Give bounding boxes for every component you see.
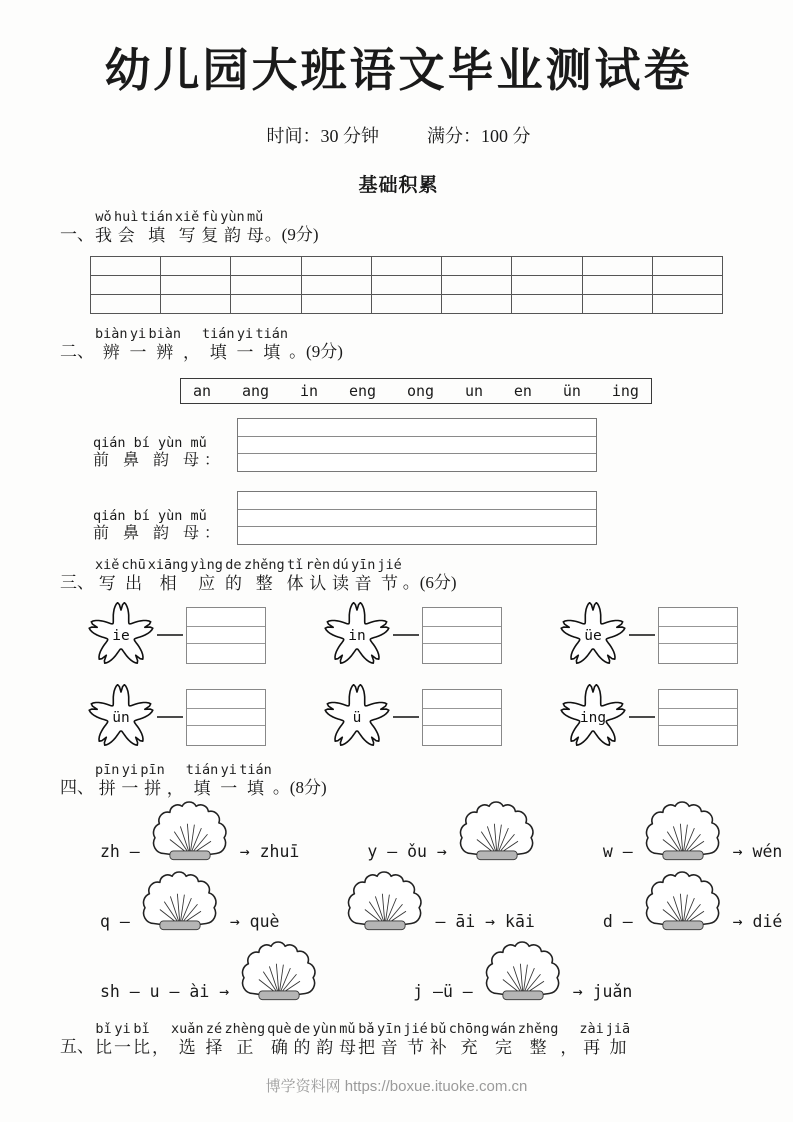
pinyin-hanzi-pair bbox=[430, 1022, 447, 1058]
hanzi-char: ， bbox=[560, 1038, 578, 1057]
pinyin-left-text: q — bbox=[100, 912, 130, 931]
pinyin-right-text: → juǎn bbox=[572, 982, 633, 1001]
pinyin-right-text: → què bbox=[229, 912, 280, 931]
table-row bbox=[91, 276, 723, 295]
table-row bbox=[91, 295, 723, 314]
answer-cell bbox=[371, 276, 441, 295]
pinyin-syllable bbox=[171, 763, 179, 778]
pinyin-syllable: pīn bbox=[140, 762, 165, 778]
time-label: 时间：30 分钟 bbox=[266, 126, 379, 146]
pinyin-syllable: xuǎn bbox=[171, 1021, 204, 1037]
pinyin-hanzi-pair bbox=[449, 1022, 490, 1058]
nasal-group-2 bbox=[93, 491, 737, 545]
nasal-group-2-label bbox=[93, 509, 237, 544]
connector-dash bbox=[157, 634, 183, 636]
hanzi-char: ， bbox=[152, 1038, 169, 1057]
question-1-header bbox=[60, 210, 737, 246]
hanzi-char: 加 bbox=[609, 1038, 627, 1057]
answer-cell bbox=[582, 257, 652, 276]
hanzi-char: 确 bbox=[270, 1038, 288, 1057]
pinyin-syllable: biàn bbox=[148, 326, 182, 342]
hanzi-char: 母 bbox=[246, 226, 264, 245]
flower-label: ing bbox=[579, 709, 607, 726]
pinyin-syllable: jié bbox=[403, 1021, 428, 1037]
pinyin-syllable: jiā bbox=[605, 1021, 631, 1037]
pinyin-hanzi-pair bbox=[140, 763, 164, 799]
pinyin-syllable: pīn bbox=[95, 762, 120, 778]
nasal-label-pinyin: qián bí yùn mǔ bbox=[93, 508, 207, 524]
hanzi-char: 会 bbox=[117, 226, 135, 245]
answer-cell bbox=[652, 295, 722, 314]
flower-label: üe bbox=[584, 627, 602, 644]
hanzi-char: 音 bbox=[354, 574, 372, 593]
shell-exercise-rows bbox=[60, 801, 783, 1009]
shell-row bbox=[94, 801, 783, 869]
pinyin-writing-grid bbox=[237, 418, 597, 472]
pinyin-syllable: xiě bbox=[95, 557, 120, 573]
shell-icon bbox=[639, 801, 727, 869]
hanzi-char: 节 bbox=[381, 574, 399, 593]
pinyin-hanzi-pair bbox=[377, 1022, 401, 1058]
pinyin-hanzi-pair bbox=[237, 327, 254, 363]
question-number: 二、 bbox=[60, 342, 94, 361]
answer-cell bbox=[652, 276, 722, 295]
hanzi-char: 我 bbox=[95, 226, 112, 245]
answer-lines-box bbox=[658, 607, 738, 664]
flower-item bbox=[88, 602, 266, 668]
answer-cell bbox=[301, 295, 371, 314]
nasal-label-text: 前 鼻 韵 母： bbox=[93, 525, 226, 542]
pinyin-syllable: yi bbox=[114, 1021, 131, 1037]
shell-icon bbox=[341, 871, 429, 939]
pinyin-hanzi-pair bbox=[244, 558, 285, 594]
footer-watermark: 博学资料网 https://boxue.ituoke.com.cn bbox=[265, 1078, 528, 1095]
answer-grid-table bbox=[90, 256, 723, 314]
pinyin-left-text: zh — bbox=[100, 842, 140, 861]
answer-cell bbox=[91, 276, 161, 295]
table-row bbox=[91, 257, 723, 276]
pinyin-syllable: yi bbox=[236, 326, 254, 342]
vowel-option: un bbox=[464, 382, 483, 400]
shell-blend-item bbox=[597, 801, 788, 869]
hanzi-char: 写 bbox=[98, 574, 116, 593]
hanzi-char: 辨 bbox=[102, 343, 120, 362]
answer-cell bbox=[442, 257, 512, 276]
pinyin-left-text: sh — u — ài → bbox=[100, 982, 230, 1001]
pinyin-hanzi-pair bbox=[121, 763, 138, 799]
hanzi-char: 填 bbox=[148, 226, 166, 245]
pinyin-syllable: de bbox=[293, 1021, 311, 1037]
pinyin-syllable bbox=[156, 1022, 164, 1037]
hanzi-char: 出 bbox=[125, 574, 143, 593]
connector-dash bbox=[157, 716, 183, 718]
shell-blend-item bbox=[597, 871, 788, 939]
hanzi-char: 认 bbox=[309, 574, 327, 593]
question-2-header bbox=[60, 327, 737, 363]
pinyin-left-text: w — bbox=[602, 842, 633, 861]
pinyin-syllable: zài bbox=[579, 1021, 604, 1037]
pinyin-hanzi-pair bbox=[95, 1022, 112, 1058]
answer-cell bbox=[442, 276, 512, 295]
flower-label: ün bbox=[112, 709, 130, 726]
hanzi-char: 一 bbox=[236, 343, 254, 362]
shell-blend-item bbox=[94, 941, 323, 1009]
pinyin-hanzi-pair bbox=[247, 210, 264, 246]
pinyin-syllable: yùn bbox=[312, 1021, 337, 1037]
vowel-option: ing bbox=[611, 382, 639, 400]
shell-row bbox=[94, 871, 783, 939]
pinyin-hanzi-pair bbox=[579, 1022, 603, 1058]
shell-icon bbox=[453, 801, 541, 869]
pinyin-hanzi-pair bbox=[220, 763, 237, 799]
question-number: 四、 bbox=[60, 778, 94, 797]
hanzi-char: 择 bbox=[205, 1038, 223, 1057]
flower-icon bbox=[324, 684, 390, 750]
hanzi-char: 读 bbox=[331, 574, 349, 593]
pinyin-syllable: zhèng bbox=[224, 1021, 266, 1037]
answer-cell bbox=[301, 276, 371, 295]
pinyin-syllable: wǒ bbox=[95, 209, 112, 225]
flower-item bbox=[560, 684, 738, 750]
pinyin-syllable: zé bbox=[205, 1021, 223, 1037]
pinyin-hanzi-pair bbox=[313, 1022, 337, 1058]
question-number: 三、 bbox=[60, 573, 94, 592]
answer-cell bbox=[161, 276, 231, 295]
flower-icon bbox=[560, 684, 626, 750]
hanzi-char: 填 bbox=[263, 343, 281, 362]
pinyin-hanzi-pair bbox=[287, 558, 304, 594]
answer-cell bbox=[512, 257, 582, 276]
pinyin-right-text: — āi → kāi bbox=[435, 912, 535, 931]
answer-cell bbox=[371, 257, 441, 276]
page-title: 幼儿园大班语文毕业测试卷 bbox=[104, 45, 693, 96]
pinyin-left-text: d — bbox=[602, 912, 633, 931]
shell-blend-item bbox=[361, 801, 540, 869]
nasal-group-1 bbox=[93, 418, 737, 472]
answer-cell bbox=[442, 295, 512, 314]
hanzi-char: 母 bbox=[338, 1038, 356, 1057]
hanzi-char: 选 bbox=[178, 1038, 196, 1057]
pinyin-syllable: rèn bbox=[305, 557, 330, 573]
pinyin-hanzi-pair bbox=[114, 210, 138, 246]
pinyin-hanzi-pair bbox=[171, 1022, 204, 1058]
pinyin-syllable: tián bbox=[202, 326, 235, 342]
flower-icon bbox=[324, 602, 390, 668]
hanzi-char: ， bbox=[183, 343, 201, 362]
flower-item bbox=[324, 684, 502, 750]
pinyin-hanzi-pair bbox=[149, 327, 182, 363]
vowel-option: ong bbox=[406, 382, 435, 400]
pinyin-hanzi-pair bbox=[95, 327, 128, 363]
pinyin-syllable: mǔ bbox=[339, 1021, 356, 1037]
answer-lines-box bbox=[658, 689, 738, 746]
flower-item bbox=[324, 602, 502, 668]
pinyin-hanzi-pair bbox=[220, 210, 244, 246]
connector-dash bbox=[629, 716, 655, 718]
pinyin-syllable: bǐ bbox=[95, 1021, 112, 1037]
pinyin-syllable: tǐ bbox=[286, 557, 304, 573]
answer-cell bbox=[582, 276, 652, 295]
hanzi-char: ， bbox=[166, 779, 184, 798]
vowel-option: ün bbox=[562, 382, 581, 400]
pinyin-syllable bbox=[187, 327, 195, 342]
answer-cell bbox=[91, 257, 161, 276]
nasal-label-pinyin: qián bí yùn mǔ bbox=[93, 435, 207, 451]
pinyin-hanzi-pair bbox=[332, 558, 349, 594]
pinyin-hanzi-pair bbox=[114, 1022, 131, 1058]
pinyin-syllable: jié bbox=[377, 557, 402, 573]
pinyin-right-text: → zhuī bbox=[239, 842, 300, 861]
hanzi-char: 一 bbox=[220, 779, 238, 798]
hanzi-char: 补 bbox=[429, 1038, 447, 1057]
pinyin-syllable: yi bbox=[121, 762, 139, 778]
question-4-header bbox=[60, 763, 737, 799]
answer-lines-box bbox=[422, 607, 502, 664]
pinyin-syllable: huì bbox=[114, 209, 139, 225]
pinyin-syllable: mǔ bbox=[247, 209, 264, 225]
flower-item bbox=[560, 602, 738, 668]
pinyin-syllable: tián bbox=[185, 762, 219, 778]
nasal-label-text: 前 鼻 韵 母： bbox=[93, 452, 226, 469]
shell-blend-item bbox=[94, 801, 305, 869]
pinyin-hanzi-pair bbox=[225, 1022, 266, 1058]
flower-label: ü bbox=[352, 709, 362, 726]
score-label: 满分：100 分 bbox=[427, 126, 531, 146]
pinyin-syllable: tián bbox=[140, 209, 173, 225]
pinyin-hanzi-pair bbox=[403, 1022, 427, 1058]
pinyin-hanzi-pair bbox=[239, 763, 272, 799]
pinyin-hanzi-pair bbox=[358, 1022, 375, 1058]
shell-blend-item bbox=[407, 941, 638, 1009]
hanzi-char: 比 bbox=[133, 1038, 150, 1057]
pinyin-syllable: yi bbox=[129, 326, 147, 342]
pinyin-syllable: tián bbox=[255, 326, 289, 342]
pinyin-left-text: j —ü — bbox=[413, 982, 473, 1001]
flower-row bbox=[88, 602, 738, 668]
shell-icon bbox=[235, 941, 323, 1009]
pinyin-syllable: yìng bbox=[190, 557, 223, 573]
answer-cell bbox=[231, 276, 301, 295]
connector-dash bbox=[629, 634, 655, 636]
answer-cell bbox=[231, 257, 301, 276]
hanzi-char: 充 bbox=[460, 1038, 478, 1057]
section-title: 基础积累 bbox=[358, 175, 439, 196]
pinyin-hanzi-pair bbox=[306, 558, 330, 594]
vowel-options-box bbox=[180, 378, 652, 404]
hanzi-char: 拼 bbox=[98, 779, 116, 798]
pinyin-syllable: xiě bbox=[174, 209, 200, 225]
vowel-option: an bbox=[193, 382, 212, 400]
answer-lines-box bbox=[186, 689, 266, 746]
pinyin-syllable: bǐ bbox=[133, 1021, 150, 1037]
pinyin-right-text: → wén bbox=[732, 842, 783, 861]
pinyin-hanzi-pair bbox=[267, 1022, 291, 1058]
shell-blend-item bbox=[341, 871, 540, 939]
hanzi-char: 一 bbox=[121, 779, 139, 798]
pinyin-hanzi-pair bbox=[186, 763, 219, 799]
pinyin-hanzi-pair bbox=[201, 210, 218, 246]
pinyin-syllable: dú bbox=[332, 557, 349, 573]
pinyin-hanzi-pair bbox=[95, 210, 112, 246]
pinyin-syllable: yīn bbox=[376, 1021, 402, 1037]
pinyin-syllable: bǎ bbox=[358, 1021, 375, 1037]
answer-cell bbox=[512, 295, 582, 314]
hanzi-char: 一 bbox=[129, 343, 147, 362]
pinyin-left-text: y — ǒu → bbox=[367, 842, 447, 861]
hanzi-char: 辨 bbox=[156, 343, 174, 362]
pinyin-hanzi-pair bbox=[560, 1022, 577, 1058]
hanzi-char: 的 bbox=[293, 1038, 311, 1057]
hanzi-char: 应 bbox=[198, 574, 216, 593]
pinyin-hanzi-pair bbox=[339, 1022, 356, 1058]
hanzi-char: 相 bbox=[159, 574, 177, 593]
pinyin-hanzi-pair bbox=[121, 558, 145, 594]
shell-row bbox=[94, 941, 737, 1009]
question-number: 一、 bbox=[60, 225, 94, 244]
pinyin-hanzi-pair bbox=[518, 1022, 559, 1058]
hanzi-char: 一 bbox=[114, 1038, 131, 1057]
hanzi-char: 节 bbox=[407, 1038, 425, 1057]
hanzi-char: 再 bbox=[583, 1038, 601, 1057]
shell-icon bbox=[639, 871, 727, 939]
pinyin-right-text: → dié bbox=[732, 912, 783, 931]
hanzi-char: 写 bbox=[178, 226, 196, 245]
pinyin-syllable: xiāng bbox=[147, 557, 189, 573]
question-score: 。(9分) bbox=[289, 342, 343, 361]
pinyin-syllable: chōng bbox=[448, 1021, 490, 1037]
flower-row bbox=[88, 684, 738, 750]
vowel-option: in bbox=[299, 382, 319, 400]
question-3-header bbox=[60, 558, 737, 594]
connector-dash bbox=[393, 634, 419, 636]
pinyin-hanzi-pair bbox=[183, 327, 200, 363]
flower-icon bbox=[88, 602, 154, 668]
pinyin-hanzi-pair bbox=[167, 763, 184, 799]
hanzi-char: 比 bbox=[95, 1038, 112, 1057]
pinyin-syllable bbox=[565, 1022, 573, 1037]
shell-blend-item bbox=[94, 871, 285, 939]
pinyin-syllable: zhěng bbox=[517, 1021, 559, 1037]
pinyin-syllable: biàn bbox=[95, 326, 128, 342]
vowel-option: en bbox=[513, 382, 532, 400]
question-5-header bbox=[60, 1022, 737, 1058]
flower-icon bbox=[560, 602, 626, 668]
pinyin-hanzi-pair bbox=[377, 558, 401, 594]
pinyin-syllable: yīn bbox=[350, 557, 376, 573]
flower-icon bbox=[88, 684, 154, 750]
vowel-option: eng bbox=[348, 382, 377, 400]
answer-cell bbox=[301, 257, 371, 276]
pinyin-hanzi-pair bbox=[95, 763, 119, 799]
pinyin-syllable: fù bbox=[201, 209, 218, 225]
pinyin-syllable: bǔ bbox=[430, 1021, 447, 1037]
answer-lines-box bbox=[186, 607, 266, 664]
vowel-option: ang bbox=[241, 382, 270, 400]
pinyin-hanzi-pair bbox=[175, 210, 199, 246]
flower-label: in bbox=[348, 627, 366, 644]
answer-lines-box bbox=[422, 689, 502, 746]
hanzi-char: 音 bbox=[380, 1038, 398, 1057]
pinyin-hanzi-pair bbox=[190, 558, 223, 594]
hanzi-char: 的 bbox=[224, 574, 242, 593]
shell-icon bbox=[146, 801, 234, 869]
pinyin-syllable: tián bbox=[239, 762, 272, 778]
flower-item bbox=[88, 684, 266, 750]
pinyin-syllable: yùn bbox=[220, 209, 245, 225]
hanzi-char: 填 bbox=[209, 343, 227, 362]
hanzi-char: 把 bbox=[357, 1038, 375, 1057]
question-score: 。(8分) bbox=[272, 778, 327, 797]
answer-cell bbox=[161, 295, 231, 314]
pinyin-syllable: wán bbox=[491, 1021, 516, 1037]
pinyin-writing-grid bbox=[237, 491, 597, 545]
hanzi-char: 复 bbox=[201, 226, 219, 245]
pinyin-hanzi-pair bbox=[294, 1022, 311, 1058]
hanzi-char: 整 bbox=[255, 574, 273, 593]
answer-cell bbox=[582, 295, 652, 314]
question-score: 。(6分) bbox=[402, 573, 457, 592]
connector-dash bbox=[393, 716, 419, 718]
pinyin-hanzi-pair bbox=[140, 210, 173, 246]
pinyin-hanzi-pair bbox=[148, 558, 189, 594]
shell-icon bbox=[479, 941, 567, 1009]
hanzi-char: 填 bbox=[247, 779, 265, 798]
question-number: 五、 bbox=[60, 1037, 94, 1056]
pinyin-hanzi-pair bbox=[256, 327, 289, 363]
nasal-group-1-label bbox=[93, 436, 237, 471]
hanzi-char: 拼 bbox=[144, 779, 162, 798]
flower-exercise-grid bbox=[88, 602, 738, 750]
answer-cell bbox=[371, 295, 441, 314]
pinyin-hanzi-pair bbox=[225, 558, 242, 594]
answer-cell bbox=[231, 295, 301, 314]
pinyin-syllable: chū bbox=[121, 557, 146, 573]
shell-icon bbox=[136, 871, 224, 939]
pinyin-hanzi-pair bbox=[491, 1022, 515, 1058]
exam-meta bbox=[60, 122, 737, 148]
answer-cell bbox=[161, 257, 231, 276]
pinyin-hanzi-pair bbox=[152, 1022, 169, 1058]
pinyin-syllable: què bbox=[267, 1021, 292, 1037]
flower-label: ie bbox=[112, 627, 130, 644]
hanzi-char: 体 bbox=[286, 574, 304, 593]
hanzi-char: 韵 bbox=[316, 1038, 334, 1057]
pinyin-syllable: yi bbox=[220, 762, 237, 778]
pinyin-hanzi-pair bbox=[351, 558, 375, 594]
pinyin-syllable: zhěng bbox=[243, 557, 285, 573]
pinyin-hanzi-pair bbox=[606, 1022, 630, 1058]
hanzi-char: 正 bbox=[236, 1038, 254, 1057]
question-score: 。(9分) bbox=[264, 225, 319, 244]
hanzi-char: 填 bbox=[193, 779, 211, 798]
hanzi-char: 完 bbox=[495, 1038, 513, 1057]
answer-cell bbox=[512, 276, 582, 295]
hanzi-char: 整 bbox=[529, 1038, 547, 1057]
pinyin-hanzi-pair bbox=[202, 327, 235, 363]
pinyin-hanzi-pair bbox=[95, 558, 119, 594]
answer-cell bbox=[91, 295, 161, 314]
pinyin-hanzi-pair bbox=[133, 1022, 150, 1058]
pinyin-syllable: de bbox=[225, 557, 242, 573]
answer-cell bbox=[652, 257, 722, 276]
hanzi-char: 韵 bbox=[223, 226, 241, 245]
pinyin-hanzi-pair bbox=[206, 1022, 223, 1058]
pinyin-hanzi-pair bbox=[130, 327, 147, 363]
